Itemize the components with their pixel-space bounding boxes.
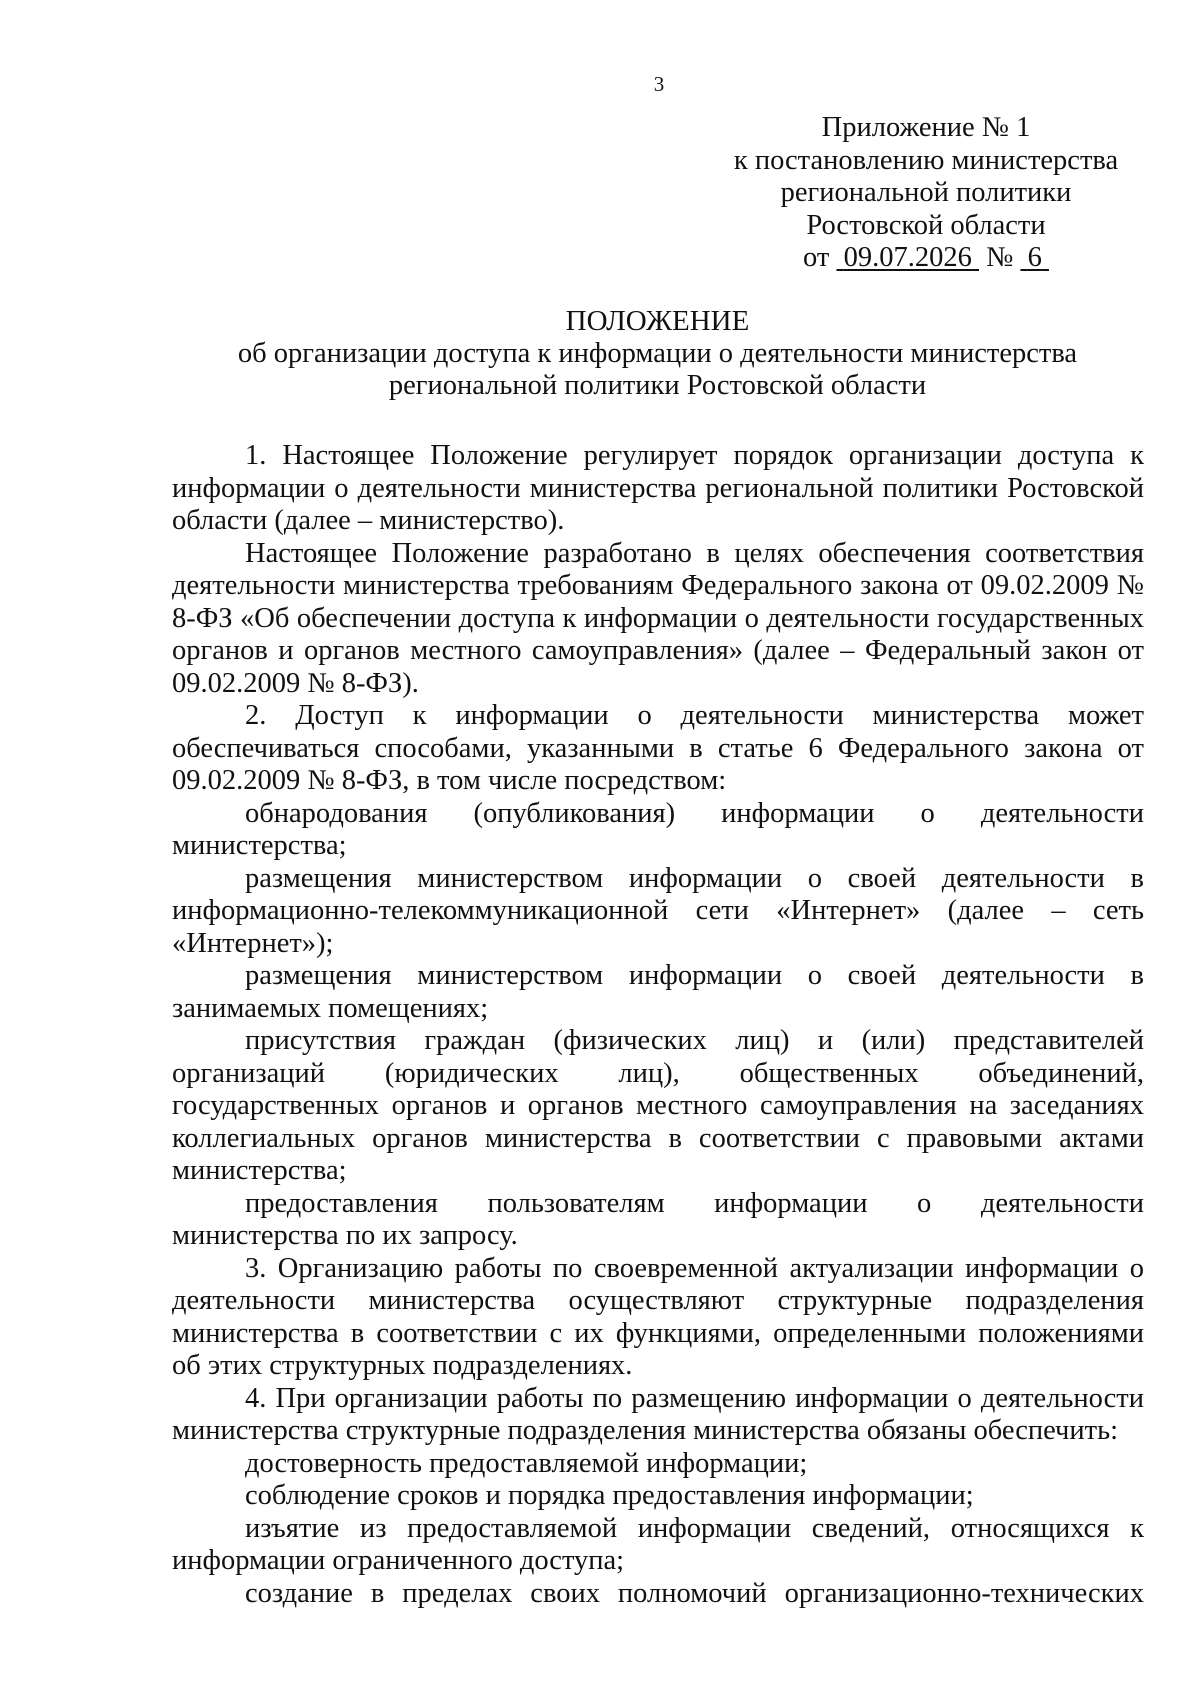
list-item-internet: размещения министерством информации о своей деятельности в информационно-телекоммуникационной сети «Интернет» (далее – сеть «Интернет»); xyxy=(172,862,1144,959)
date-prefix: от xyxy=(803,242,830,273)
list-item-reliability: достоверность предоставляемой информации; xyxy=(245,1447,808,1479)
list-item-premises: размещения министерством информации о своей деятельности в занимаемых помещениях; xyxy=(172,960,1144,1024)
appendix-date-line xyxy=(730,242,1122,275)
appendix-title: Приложение № 1 xyxy=(821,112,1031,143)
document-subtitle-line-2: региональной политики Ростовской области xyxy=(388,370,927,401)
list-item-measures: создание в пределах своих полномочий организационно-технических xyxy=(245,1577,1144,1609)
document-subtitle-line-1: об организации доступа к информации о деятельности министерства xyxy=(237,337,1078,369)
list-item-presence: присутствия граждан (физических лиц) и (или) представителей организаций (юридических лиц), общественных объединений, государственных органов и органов местного самоуправления на заседаниях коллегиальных органов министерства в соответствии с правовыми актами министерства; xyxy=(172,1025,1144,1186)
paragraph-4: 3. Организацию работы по своевременной актуализации информации о деятельности министерства осуществляют структурные подразделения министерства в соответствии с их функциями, определенными положениями об этих структурных подразделениях. xyxy=(172,1252,1144,1381)
decree-number: 6 xyxy=(1027,242,1042,273)
paragraph-5: 4. При организации работы по размещению информации о деятельности министерства структурные подразделения министерства обязаны обеспечить: xyxy=(172,1382,1144,1446)
paragraph-2: Настоящее Положение разработано в целях обеспечения соответствия деятельности министерства требованиям Федерального закона от 09.02.2009 № 8-ФЗ «Об обеспечении доступа к информации о деятельности государственных органов и органов местного самоуправления» (далее – Федеральный закон от 09.02.2009 № 8-ФЗ). xyxy=(172,537,1144,699)
page-number: 3 xyxy=(653,72,665,96)
list-item-request: предоставления пользователям информации о деятельности министерства по их запросу. xyxy=(172,1187,1144,1251)
appendix-ministry: региональной политики xyxy=(780,177,1072,208)
appendix-header xyxy=(730,112,1122,275)
list-item-restricted: изъятие из предоставляемой информации сведений, относящихся к информации ограниченного доступа; xyxy=(172,1512,1144,1576)
document-title: ПОЛОЖЕНИЕ xyxy=(565,305,750,337)
document-title-block xyxy=(170,305,1145,403)
list-item-publication: обнародования (опубликования) информации о деятельности министерства; xyxy=(172,797,1144,861)
document-body xyxy=(172,440,1144,1610)
decree-date: 09.07.2026 xyxy=(843,242,972,273)
appendix-region: Ростовской области xyxy=(806,209,1046,241)
paragraph-1: 1. Настоящее Положение регулирует порядок организации доступа к информации о деятельности министерства региональной политики Ростовской области (далее – министерство). xyxy=(172,440,1144,536)
list-item-deadlines: соблюдение сроков и порядка предоставления информации; xyxy=(245,1480,974,1511)
paragraph-3: 2. Доступ к информации о деятельности министерства может обеспечиваться способами, указанными в статье 6 Федерального закона от 09.02.2009 № 8-ФЗ, в том числе посредством: xyxy=(172,700,1144,796)
number-prefix: № xyxy=(986,242,1014,273)
appendix-reference: к постановлению министерства xyxy=(733,144,1119,176)
